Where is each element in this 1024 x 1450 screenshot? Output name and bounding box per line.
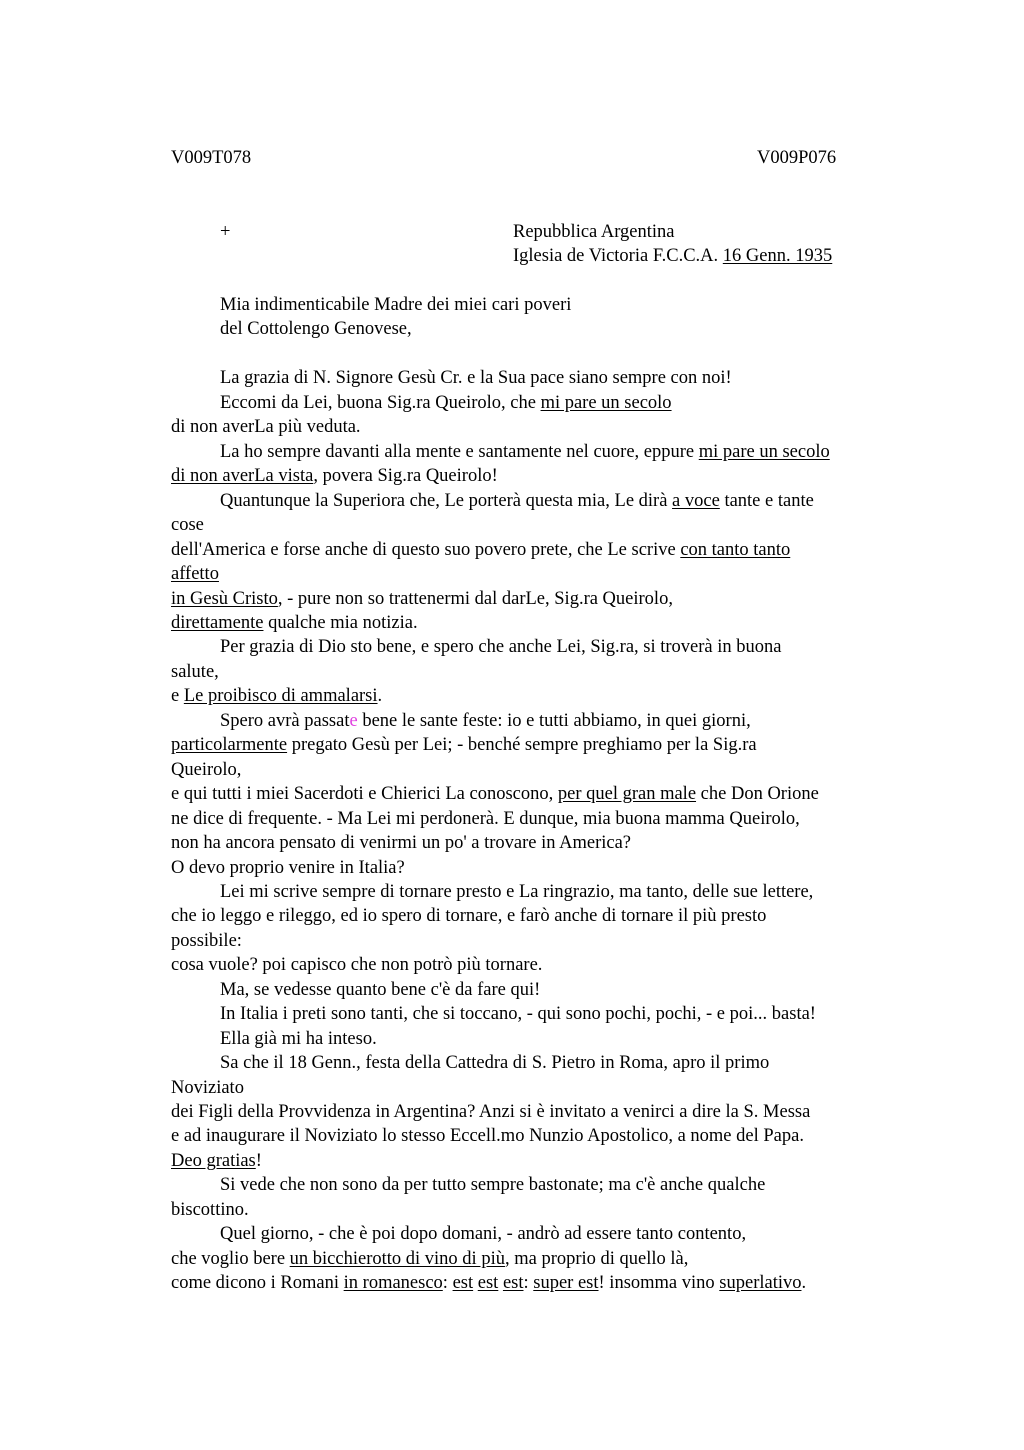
underlined-phrase: mi pare un secolo — [540, 393, 672, 413]
body-line: La ho sempre davanti alla mente e santamente nel cuore, eppure mi pare un secolo — [220, 442, 830, 462]
cross-symbol: + — [220, 222, 231, 242]
body-line: Deo gratias! — [171, 1151, 262, 1171]
body-line — [171, 562, 219, 586]
document-code-left: V009T078 — [171, 148, 252, 168]
body-line: e qui tutti i miei Sacerdoti e Chierici La conoscono, per quel gran male che Don Orione — [171, 784, 819, 804]
underlined-phrase: per quel gran male — [557, 784, 697, 804]
body-line: Si vede che non sono da per tutto sempre bastonate; ma c'è anche qualche — [220, 1175, 766, 1195]
underlined-phrase: Deo gratias — [171, 1151, 256, 1171]
underlined-phrase: est — [452, 1273, 474, 1293]
body-line: Sa che il 18 Genn., festa della Cattedra di S. Pietro in Roma, apro il primo — [220, 1053, 770, 1073]
salutation-line-1: Mia indimenticabile Madre dei miei cari poveri — [220, 295, 572, 315]
letter-date: 16 Genn. 1935 — [722, 246, 833, 266]
body-line: Spero avrà passate bene le sante feste: io e tutti abbiamo, in quei giorni, — [220, 711, 751, 731]
body-line: Noviziato — [171, 1078, 244, 1098]
underlined-phrase: superlativo — [719, 1273, 802, 1293]
body-line: che voglio bere un bicchierotto di vino di più, ma proprio di quello là, — [171, 1249, 689, 1269]
body-line: Ella già mi ha inteso. — [220, 1029, 377, 1049]
place-line-1: Repubblica Argentina — [513, 222, 675, 242]
body-line: ne dice di frequente. - Ma Lei mi perdonerà. E dunque, mia buona mamma Queirolo, — [171, 809, 800, 829]
body-line: dell'America e forse anche di questo suo povero prete, che Le scrive con tanto tanto — [171, 540, 791, 560]
underlined-phrase: mi pare un secolo — [698, 442, 830, 462]
underlined-phrase: un bicchierotto di vino di più — [289, 1249, 505, 1269]
underlined-phrase: a voce — [672, 491, 720, 511]
underlined-phrase: est — [477, 1273, 499, 1293]
body-line: di non averLa vista, povera Sig.ra Queirolo! — [171, 466, 498, 486]
body-line: direttamente qualche mia notizia. — [171, 613, 418, 633]
body-line: O devo proprio venire in Italia? — [171, 858, 405, 878]
body-line: salute, — [171, 662, 219, 682]
body-line: particolarmente pregato Gesù per Lei; - benché sempre preghiamo per la Sig.ra — [171, 735, 757, 755]
body-line: La grazia di N. Signore Gesù Cr. e la Sua pace siano sempre con noi! — [220, 368, 732, 388]
body-line: Lei mi scrive sempre di tornare presto e La ringrazio, ma tanto, delle sue lettere, — [220, 882, 814, 902]
underlined-phrase: con tanto tanto — [680, 540, 791, 560]
underlined-phrase: est — [502, 1273, 524, 1293]
body-line: che io leggo e rileggo, ed io spero di tornare, e farò anche di tornare il più presto — [171, 906, 767, 926]
body-line: non ha ancora pensato di venirmi un po' a trovare in America? — [171, 833, 632, 853]
body-line: Queirolo, — [171, 760, 242, 780]
document-code-right: V009P076 — [757, 148, 837, 168]
underlined-phrase: affetto — [171, 564, 219, 584]
body-line: possibile: — [171, 931, 242, 951]
salutation-line-2: del Cottolengo Genovese, — [220, 319, 412, 339]
body-line: e ad inaugurare il Noviziato lo stesso Eccell.mo Nunzio Apostolico, a nome del Papa. — [171, 1126, 804, 1146]
body-line: Per grazia di Dio sto bene, e spero che anche Lei, Sig.ra, si troverà in buona — [220, 637, 782, 657]
body-line: come dicono i Romani in romanesco: est est est: super est! insomma vino superlativo. — [171, 1273, 807, 1293]
body-line: in Gesù Cristo, - pure non so trattenermi dal darLe, Sig.ra Queirolo, — [171, 589, 673, 609]
body-line: Eccomi da Lei, buona Sig.ra Queirolo, che mi pare un secolo — [220, 393, 672, 413]
highlighted-letter: e — [349, 711, 358, 731]
body-line: In Italia i preti sono tanti, che si toccano, - qui sono pochi, pochi, - e poi... basta! — [220, 1004, 816, 1024]
body-line: Ma, se vedesse quanto bene c'è da fare qui! — [220, 980, 541, 1000]
place-line-2: Iglesia de Victoria F.C.C.A. — [513, 246, 719, 266]
underlined-phrase: particolarmente — [171, 735, 288, 755]
underlined-phrase: direttamente — [171, 613, 264, 633]
underlined-phrase: super est — [533, 1273, 599, 1293]
body-line: e Le proibisco di ammalarsi. — [171, 686, 383, 706]
body-line: biscottino. — [171, 1200, 249, 1220]
body-line: Quel giorno, - che è poi dopo domani, - andrò ad essere tanto contento, — [220, 1224, 747, 1244]
underlined-phrase: in romanesco — [343, 1273, 443, 1293]
body-line: di non averLa più veduta. — [171, 417, 361, 437]
place-date-line — [513, 244, 832, 268]
body-line: dei Figli della Provvidenza in Argentina? Anzi si è invitato a venirci a dire la S. Messa — [171, 1102, 811, 1122]
body-line: cose — [171, 515, 204, 535]
underlined-phrase: di non averLa vista — [171, 466, 314, 486]
body-line: Quantunque la Superiora che, Le porterà questa mia, Le dirà a voce tante e tante — [220, 491, 814, 511]
underlined-phrase: in Gesù Cristo — [171, 589, 278, 609]
body-line: cosa vuole? poi capisco che non potrò più tornare. — [171, 955, 543, 975]
underlined-phrase: Le proibisco di ammalarsi — [183, 686, 378, 706]
